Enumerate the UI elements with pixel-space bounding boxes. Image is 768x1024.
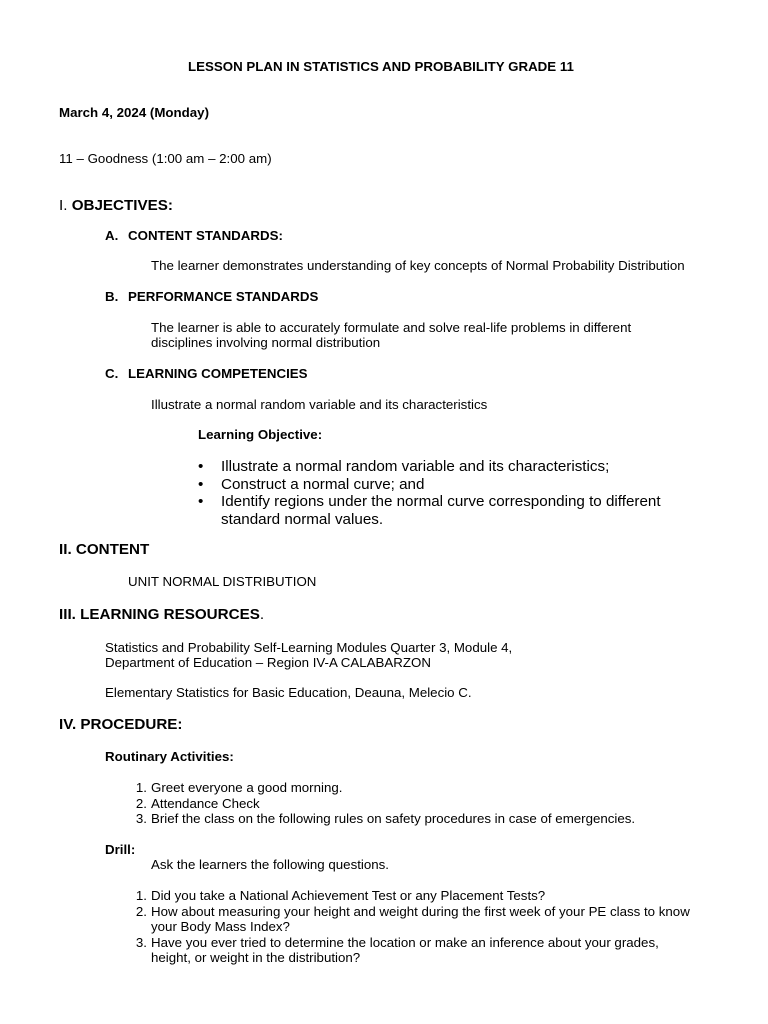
list-item: • Construct a normal curve; and bbox=[198, 475, 425, 493]
list-item: 2. How about measuring your height and weight during the first week of your PE class to know bbox=[151, 904, 690, 920]
routinary-heading: Routinary Activities: bbox=[105, 749, 234, 764]
list-number: 3. bbox=[135, 811, 147, 826]
list-number: 1. bbox=[135, 780, 147, 795]
bullet-marker: • bbox=[198, 493, 204, 510]
resource-ref-1-line-2: Department of Education – Region IV-A CALABARZON bbox=[105, 655, 431, 670]
learning-objective-heading: Learning Objective: bbox=[198, 427, 323, 442]
resource-ref-1-line-1: Statistics and Probability Self-Learning Modules Quarter 3, Module 4, bbox=[105, 640, 513, 655]
content-text: UNIT NORMAL DISTRIBUTION bbox=[128, 574, 317, 589]
list-item: 3. Brief the class on the following rules on safety procedures in case of emergencies. bbox=[151, 811, 635, 827]
list-item: • Illustrate a normal random variable and its characteristics; bbox=[198, 458, 610, 475]
class-section: 11 – Goodness (1:00 am – 2:00 am) bbox=[59, 151, 272, 166]
routinary-list bbox=[135, 780, 636, 827]
list-number: 1. bbox=[135, 888, 147, 903]
drill-heading: Drill: bbox=[105, 842, 136, 857]
drill-list bbox=[135, 888, 690, 966]
bullet-marker: • bbox=[198, 458, 204, 475]
list-item: 3. Have you ever tried to determine the location or make an inference about your grades, bbox=[151, 935, 690, 951]
learning-competencies-letter: C. bbox=[105, 366, 119, 381]
drill-intro: Ask the learners the following questions. bbox=[151, 857, 390, 872]
list-number: 2. bbox=[135, 795, 147, 811]
content-standards-heading: CONTENT STANDARDS: bbox=[128, 228, 283, 243]
content-standards-letter: A. bbox=[105, 228, 119, 243]
content-standards-text: The learner demonstrates understanding of key concepts of Normal Probability Distribution bbox=[151, 258, 685, 273]
list-item: 2. Attendance Check bbox=[151, 796, 635, 812]
list-item: 1. Did you take a National Achievement Test or any Placement Tests? bbox=[151, 888, 690, 904]
document-title: LESSON PLAN IN STATISTICS AND PROBABILITY GRADE 11 bbox=[188, 59, 574, 74]
performance-standards-text-1: The learner is able to accurately formulate and solve real-life problems in different bbox=[151, 320, 632, 335]
performance-standards-heading: PERFORMANCE STANDARDS bbox=[128, 289, 319, 304]
performance-standards-text-2: disciplines involving normal distribution bbox=[151, 335, 381, 350]
learning-competencies-text: Illustrate a normal random variable and its characteristics bbox=[151, 397, 488, 412]
procedure-heading: IV. PROCEDURE: bbox=[59, 716, 183, 733]
list-number: 2. bbox=[135, 903, 147, 919]
objectives-numeral: I. bbox=[59, 197, 68, 214]
list-number: 3. bbox=[135, 934, 147, 950]
learning-competencies-heading: LEARNING COMPETENCIES bbox=[128, 366, 308, 381]
resources-heading bbox=[59, 606, 264, 623]
list-item-continuation: height, or weight in the distribution? bbox=[151, 950, 361, 965]
resources-heading-period: . bbox=[259, 606, 265, 623]
list-item-continuation: your Body Mass Index? bbox=[151, 919, 290, 934]
content-heading: II. CONTENT bbox=[59, 541, 150, 558]
list-item: 1. Greet everyone a good morning. bbox=[151, 780, 635, 796]
list-item: • Identify regions under the normal curve corresponding to different bbox=[198, 493, 661, 510]
objectives-heading-text: OBJECTIVES: bbox=[71, 197, 173, 214]
objectives-heading bbox=[59, 197, 173, 214]
lesson-date: March 4, 2024 (Monday) bbox=[59, 105, 210, 120]
learning-objective-list bbox=[198, 458, 661, 528]
bullet-marker: • bbox=[198, 475, 204, 493]
resource-ref-2: Elementary Statistics for Basic Education, Deauna, Melecio C. bbox=[105, 685, 472, 700]
list-item-continuation: standard normal values. bbox=[221, 510, 384, 528]
resources-heading-text: III. LEARNING RESOURCES bbox=[59, 606, 260, 623]
performance-standards-letter: B. bbox=[105, 289, 119, 304]
